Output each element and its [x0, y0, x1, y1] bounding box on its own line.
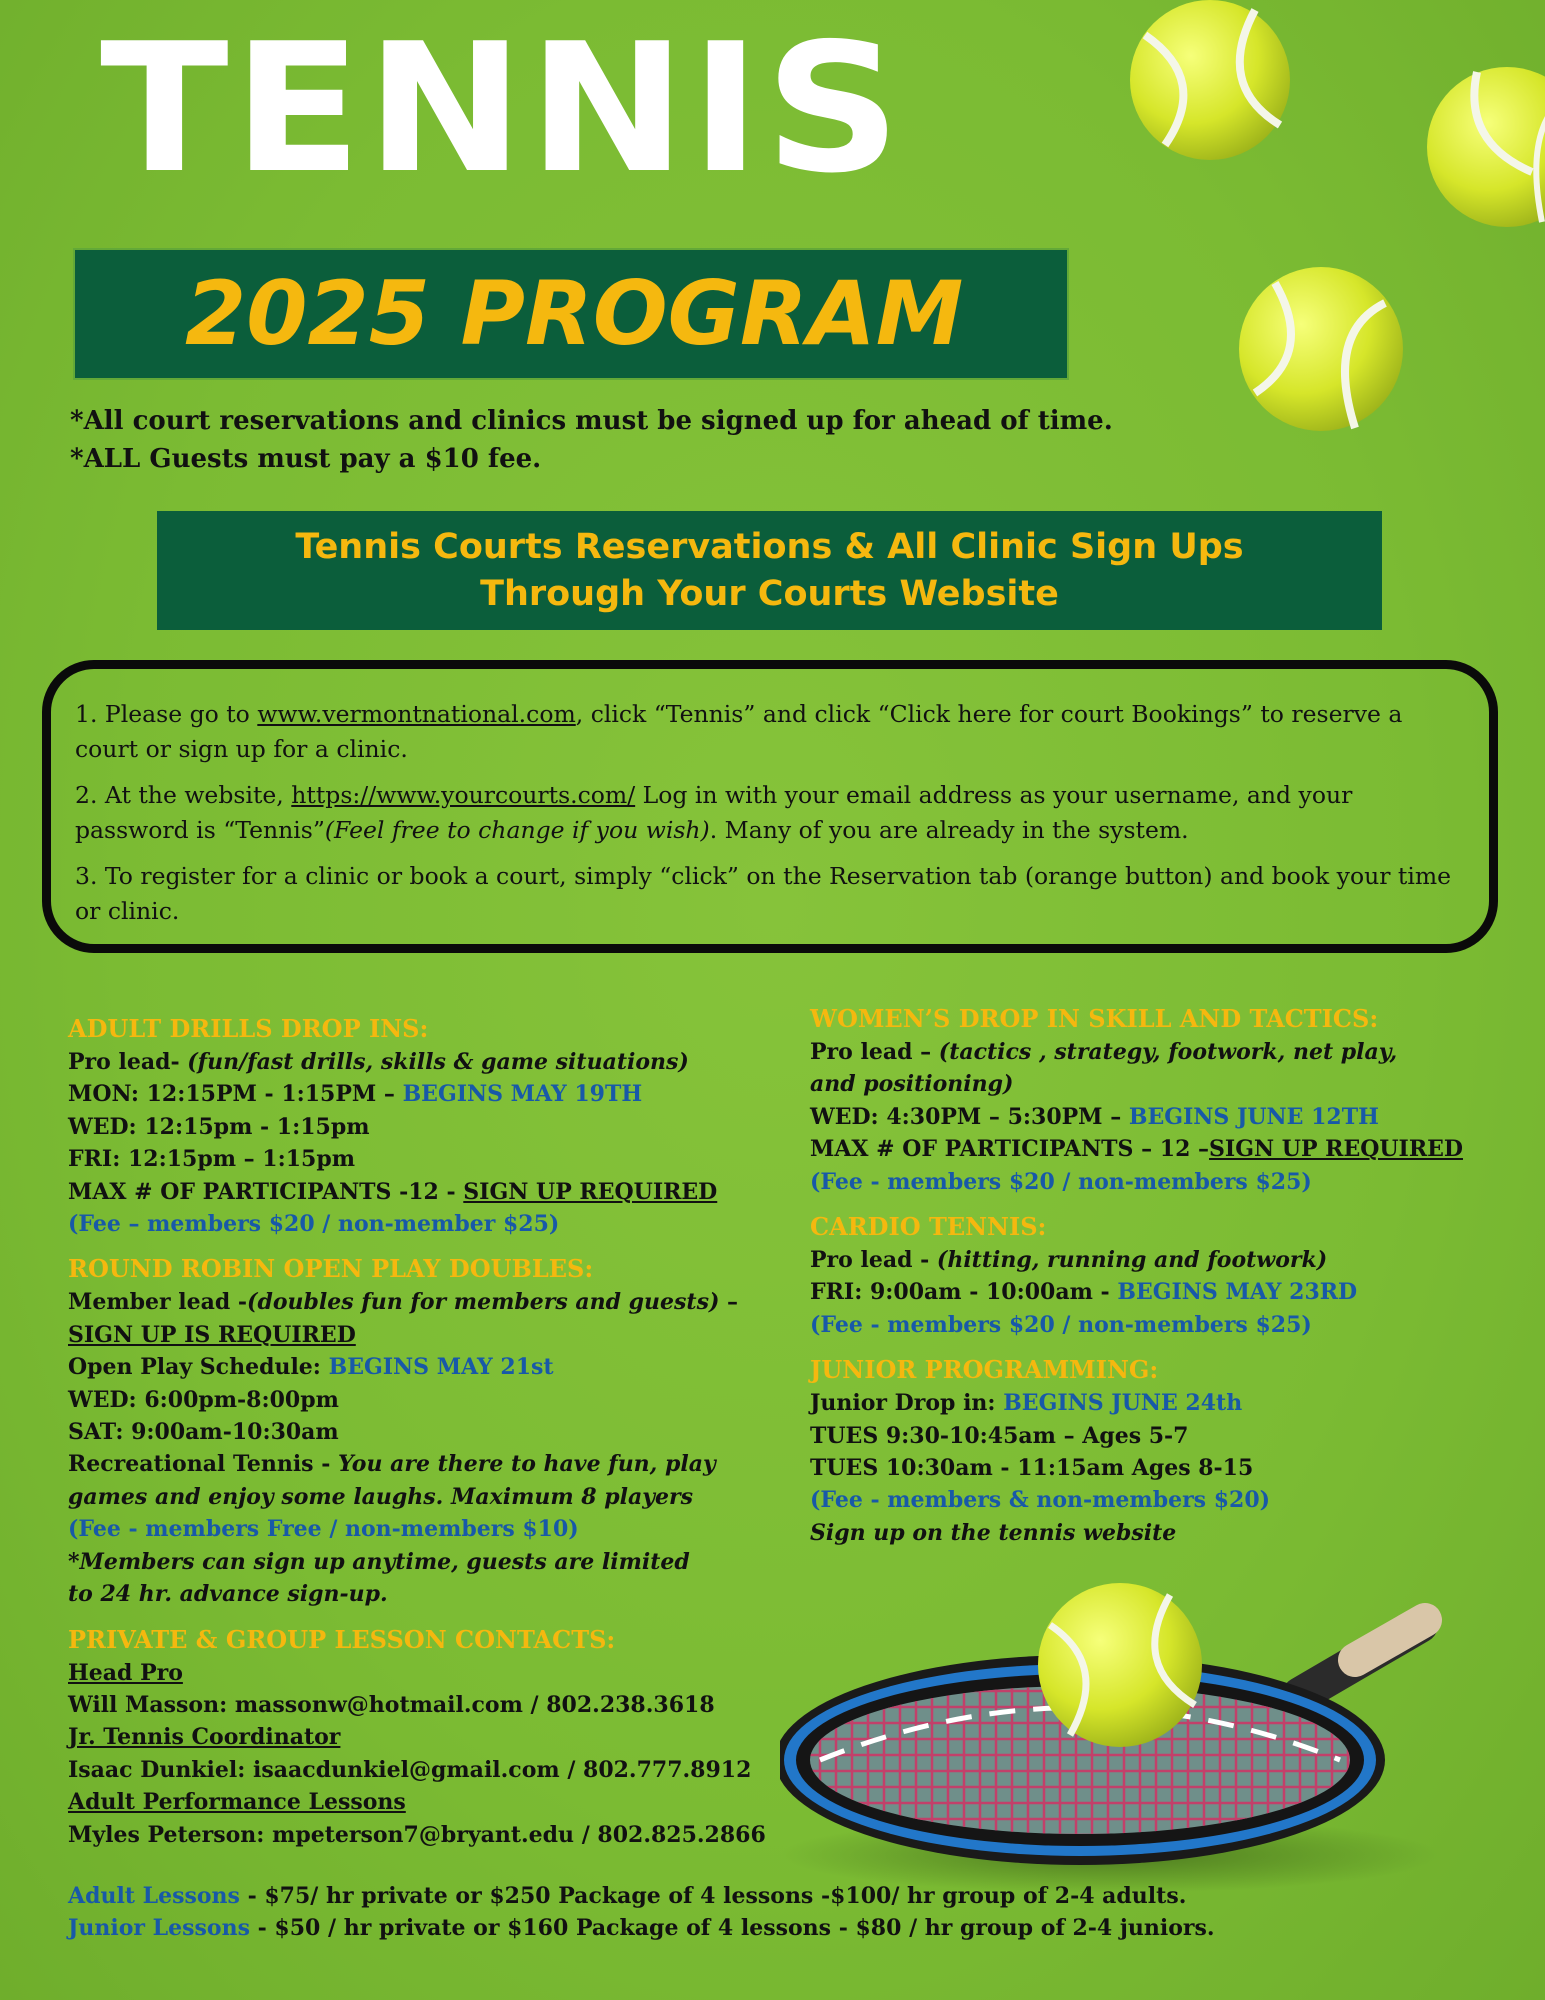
vermontnational-link[interactable]: www.vermontnational.com: [257, 700, 576, 728]
jr-coordinator-label: Jr. Tennis Coordinator: [68, 1724, 341, 1751]
womens-heading: WOMEN’S DROP IN SKILL AND TACTICS:: [810, 1004, 1379, 1033]
junior-signup: Sign up on the tennis website: [810, 1519, 1177, 1546]
step-3: 3. To register for a clinic or book a court, simply “click” on the Reservation tab (orange button) and book your time or clinic.: [75, 862, 1452, 925]
round-robin-fee: (Fee - members Free / non-members $10): [68, 1516, 579, 1543]
womens-wed-time: WED: 4:30PM – 5:30PM –: [810, 1103, 1129, 1130]
head-pro-label: Head Pro: [68, 1659, 183, 1686]
program-banner-text: 2025 PROGRAM: [185, 262, 964, 365]
womens-pro-lead-2: and positioning): [810, 1071, 1014, 1098]
round-robin-rec: [68, 1448, 788, 1480]
notes: [70, 402, 1113, 478]
round-robin-schedule: [68, 1351, 788, 1383]
womens-max-participants: MAX # OF PARTICIPANTS – 12 –: [810, 1136, 1210, 1163]
cardio-heading: CARDIO TENNIS:: [810, 1212, 1047, 1242]
max-participants: MAX # OF PARTICIPANTS -12 -: [68, 1178, 464, 1205]
lesson-pricing: [68, 1880, 1215, 1944]
member-lead-desc: (doubles fun for members and guests): [247, 1289, 720, 1316]
page-title: TENNIS: [100, 5, 905, 212]
womens-pro-lead-label: Pro lead –: [810, 1039, 939, 1065]
adult-drills-pro-lead: [68, 1046, 788, 1078]
adult-drills-heading: ADULT DRILLS DROP INS:: [68, 1014, 429, 1043]
cardio-fee: (Fee - members $20 / non-members $25): [810, 1311, 1312, 1338]
step-2-italic: (Feel free to change if you wish): [324, 816, 710, 844]
cardio-pro-lead-desc: (hitting, running and footwork): [936, 1247, 1328, 1274]
reservations-banner-line1: Tennis Courts Reservations & All Clinic Sign Ups: [295, 527, 1244, 567]
womens-pro-lead-desc-1: (tactics , strategy, footwork, net play,: [938, 1039, 1398, 1065]
member-lead-dash: –: [719, 1289, 739, 1316]
signup-required: SIGN UP REQUIRED: [463, 1178, 718, 1205]
adult-drills-fee: (Fee – members $20 / non-member $25): [68, 1211, 560, 1238]
womens-signup-required: SIGN UP REQUIRED: [1209, 1136, 1463, 1163]
step-2: [75, 778, 1469, 848]
step-2-text: 2. At the website,: [75, 781, 292, 809]
junior-fee: (Fee - members & non-members $20): [810, 1487, 1271, 1514]
schedule-label: Open Play Schedule:: [68, 1354, 329, 1381]
jr-coordinator-contact: Isaac Dunkiel: isaacdunkiel@gmail.com / 802.777.8912: [68, 1756, 752, 1783]
yourcourts-link[interactable]: https://www.yourcourts.com/: [291, 781, 636, 809]
adult-lessons-label: Adult Lessons: [68, 1883, 240, 1909]
round-robin-wed: WED: 6:00pm-8:00pm: [68, 1386, 339, 1413]
instructions-box: [42, 660, 1498, 953]
adult-performance-contact: Myles Peterson: mpeterson7@bryant.edu / 802.825.2866: [68, 1821, 766, 1848]
cardio-fri-begins: BEGINS MAY 23RD: [1117, 1279, 1358, 1306]
womens-wed: [810, 1101, 1510, 1133]
junior-tues-2: TUES 10:30am - 11:15am Ages 8-15: [810, 1455, 1254, 1482]
round-robin-rec-2: games and enjoy some laughs. Maximum 8 players: [68, 1483, 694, 1510]
round-robin-signup: SIGN UP IS REQUIRED: [68, 1321, 356, 1348]
womens-pro-lead: [810, 1036, 1510, 1068]
pro-lead-label: Pro lead-: [68, 1049, 188, 1075]
adult-lessons-text: - $75/ hr private or $250 Package of 4 lessons -$100/ hr group of 2-4 adults.: [239, 1883, 1187, 1909]
round-robin-heading: ROUND ROBIN OPEN PLAY DOUBLES:: [68, 1254, 594, 1284]
round-robin-sat: SAT: 9:00am-10:30am: [68, 1419, 339, 1446]
junior-drop: [810, 1387, 1510, 1419]
round-robin-note-1: *Members can sign up anytime, guests are limited: [68, 1548, 690, 1575]
junior-drop-begins: BEGINS JUNE 24th: [1003, 1390, 1243, 1417]
step-1-text-rest: , click “Tennis” and click “Click here for court Bookings” to reserve a court or sign up for a clinic.: [75, 700, 1403, 763]
junior-drop-label: Junior Drop in:: [810, 1390, 1004, 1417]
junior-lessons-pricing: [68, 1912, 1215, 1944]
step-1-text: 1. Please go to: [75, 700, 258, 728]
adult-drills-wed: WED: 12:15pm - 1:15pm: [68, 1113, 370, 1140]
reservations-banner-line2: Through Your Courts Website: [480, 574, 1059, 614]
step-1: [75, 697, 1469, 767]
adult-performance-label: Adult Performance Lessons: [68, 1789, 406, 1816]
cardio-fri: [810, 1276, 1510, 1308]
head-pro-contact: Will Masson: massonw@hotmail.com / 802.238.3618: [68, 1691, 715, 1718]
cardio-fri-time: FRI: 9:00am - 10:00am -: [810, 1279, 1118, 1306]
adult-lessons-pricing: [68, 1880, 1215, 1912]
womens-fee: (Fee - members $20 / non-members $25): [810, 1168, 1312, 1195]
womens-max: [810, 1133, 1510, 1165]
contacts-heading: PRIVATE & GROUP LESSON CONTACTS:: [68, 1624, 616, 1654]
junior-lessons-text: - $50 / hr private or $160 Package of 4 lessons - $80 / hr group of 2-4 juniors.: [249, 1915, 1215, 1941]
tennis-ball-icon: [1125, 0, 1295, 165]
step-2-text-rest: . Many of you are already in the system.: [709, 816, 1189, 844]
junior-heading: JUNIOR PROGRAMMING:: [810, 1355, 1159, 1385]
mon-begins: BEGINS MAY 19TH: [402, 1081, 643, 1108]
right-column: [810, 1002, 1510, 1549]
cardio-pro-lead: [810, 1244, 1510, 1276]
tennis-ball-icon: [1422, 62, 1545, 232]
pro-lead-desc: (fun/fast drills, skills & game situations): [187, 1049, 689, 1075]
schedule-begins: BEGINS MAY 21st: [328, 1354, 554, 1381]
cardio-pro-lead-label: Pro lead -: [810, 1247, 937, 1274]
program-banner: [73, 248, 1069, 380]
step-2-text-mid: Log in with your email address as your username, and your password is “Tennis”: [75, 781, 1353, 844]
rec-desc-1: You are there to have fun, play: [338, 1451, 716, 1478]
tennis-racket-icon: [780, 1555, 1480, 1895]
adult-drills-fri: FRI: 12:15pm – 1:15pm: [68, 1146, 356, 1173]
junior-lessons-label: Junior Lessons: [68, 1915, 250, 1941]
reservations-banner: [157, 511, 1382, 630]
left-column: [68, 1012, 788, 1851]
round-robin-note-2: to 24 hr. advance sign-up.: [68, 1581, 388, 1608]
member-lead-label: Member lead -: [68, 1289, 248, 1316]
note-reservations: *All court reservations and clinics must be signed up for ahead of time.: [70, 406, 1113, 436]
rec-label: Recreational Tennis -: [68, 1451, 339, 1478]
note-guest-fee: *ALL Guests must pay a $10 fee.: [70, 444, 542, 474]
junior-tues-1: TUES 9:30-10:45am – Ages 5-7: [810, 1422, 1189, 1449]
tennis-ball-icon: [1235, 263, 1407, 435]
womens-wed-begins: BEGINS JUNE 12TH: [1128, 1103, 1379, 1130]
adult-drills-mon: [68, 1078, 788, 1110]
round-robin-member-lead: [68, 1286, 788, 1318]
mon-time: MON: 12:15PM - 1:15PM –: [68, 1081, 403, 1108]
adult-drills-max: [68, 1176, 788, 1208]
